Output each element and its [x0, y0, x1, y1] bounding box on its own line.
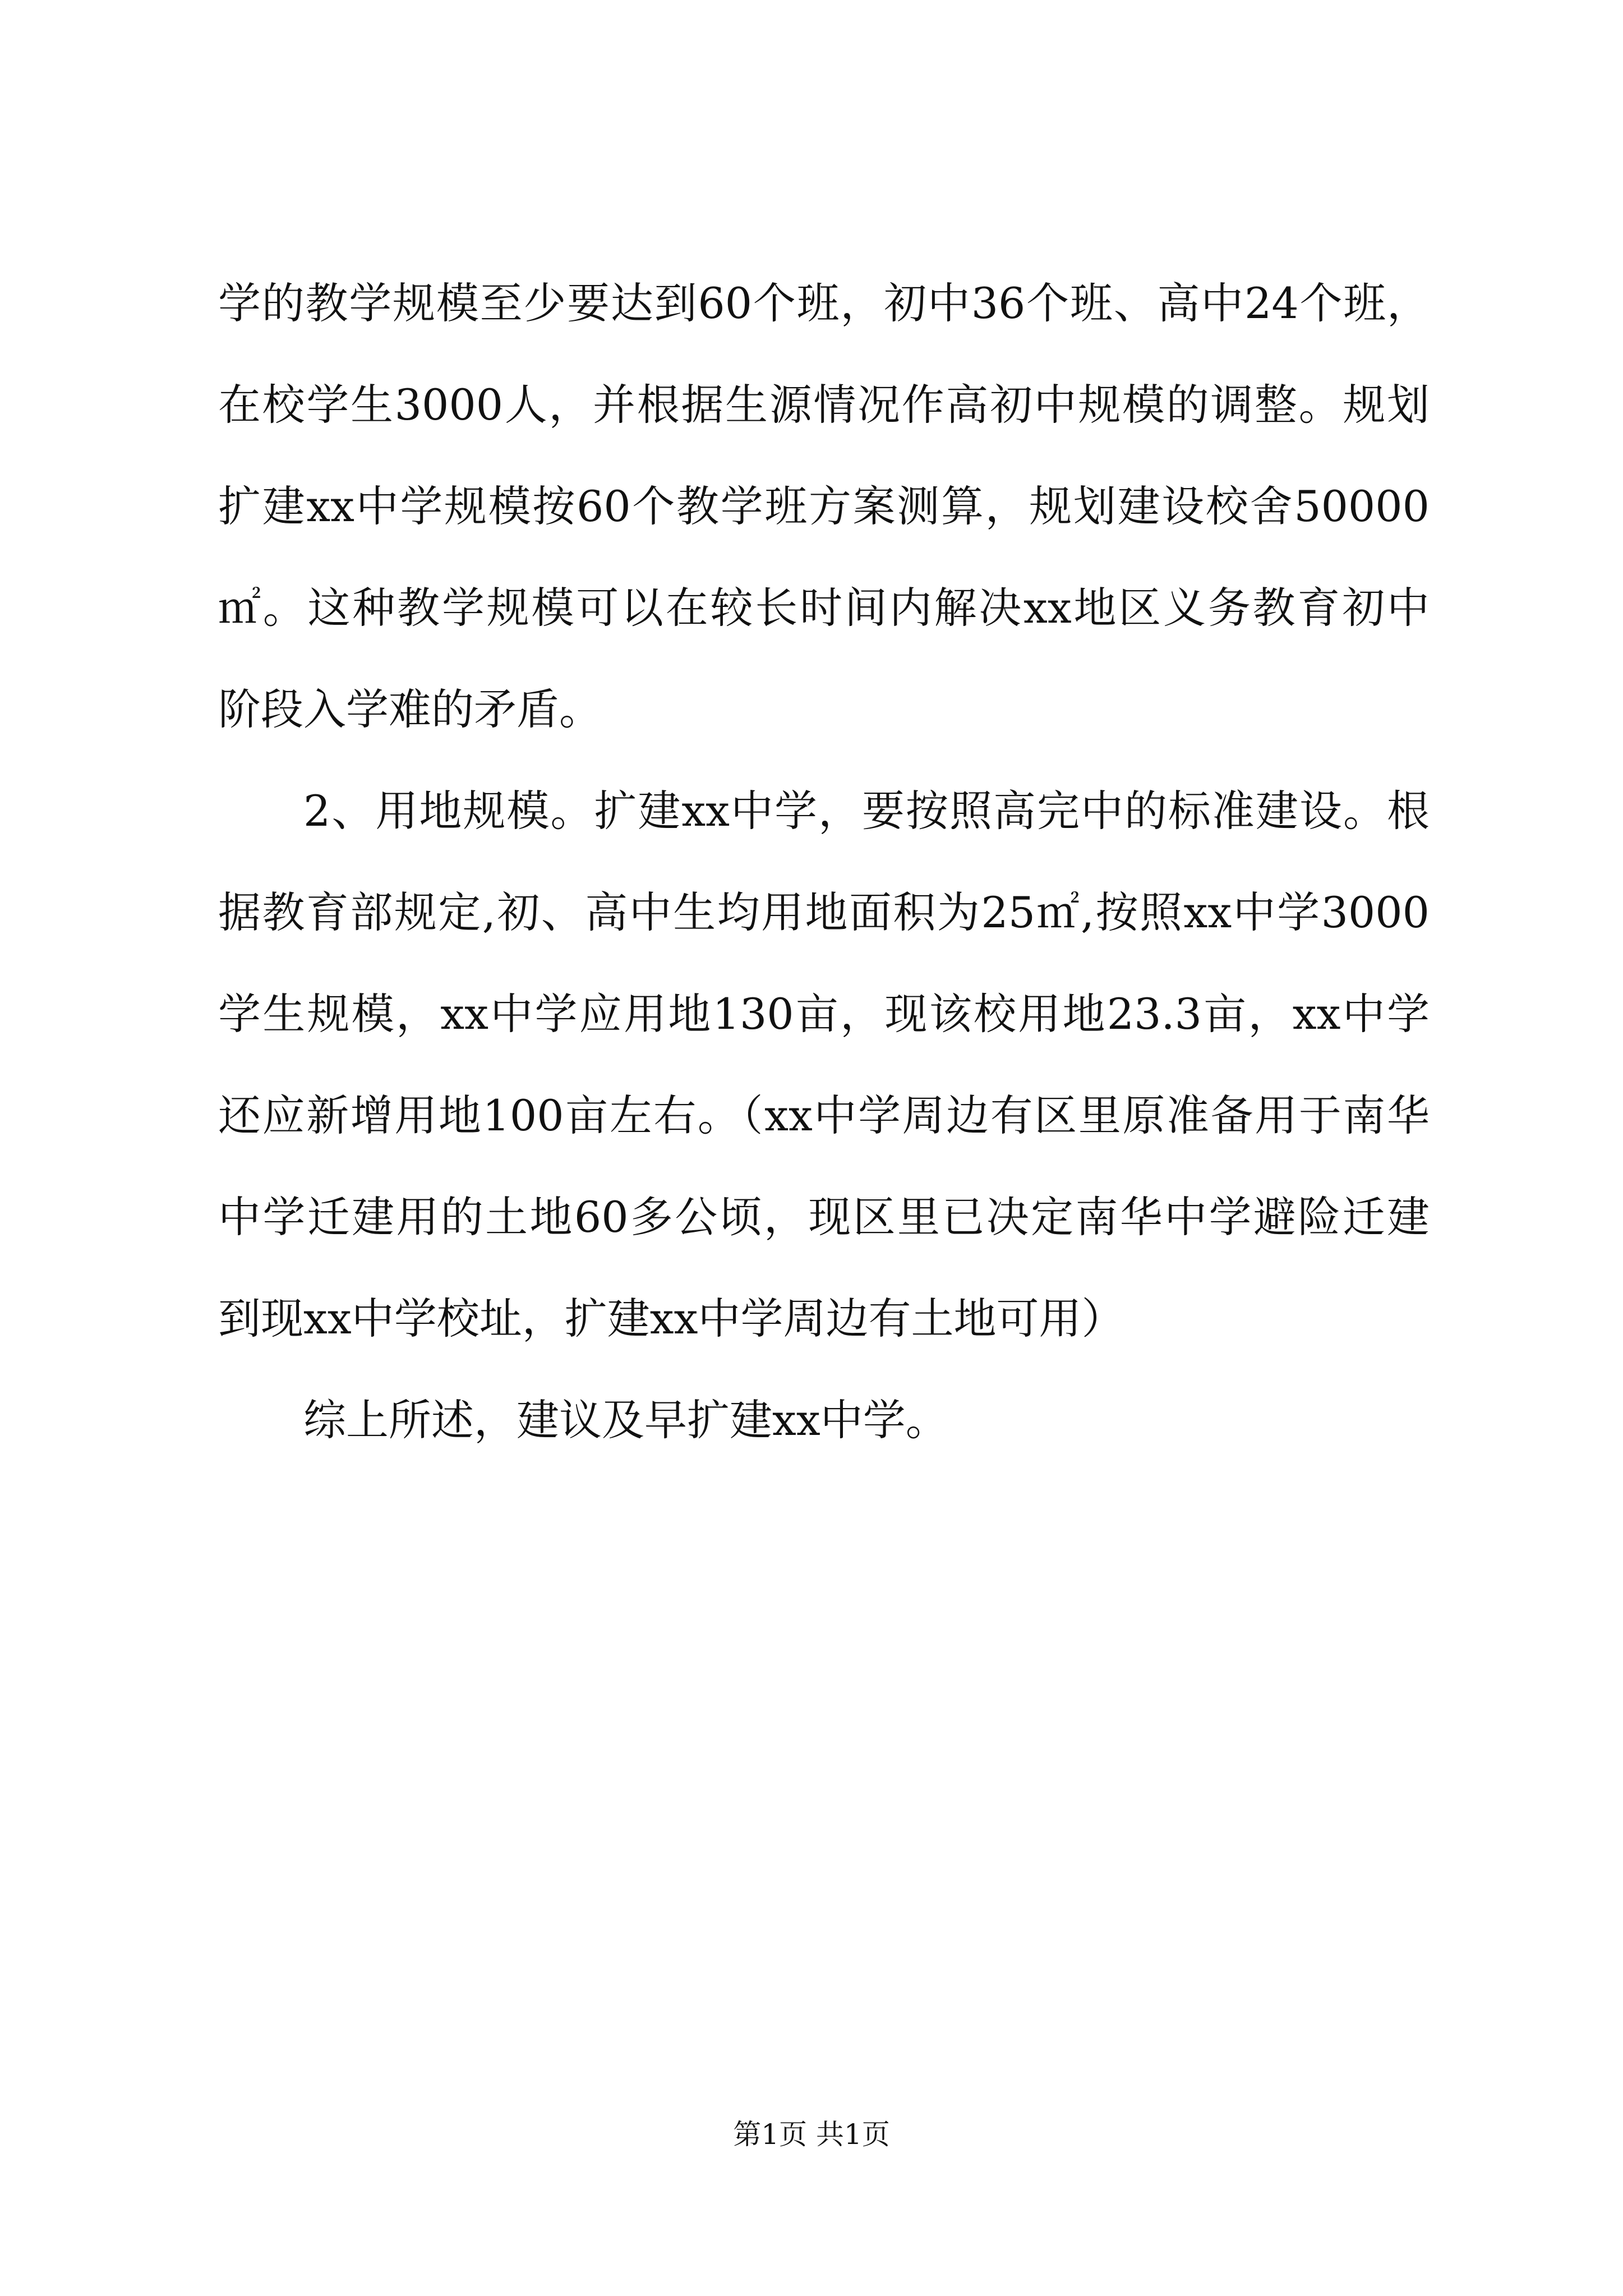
- text-line: 阶段入学难的矛盾。: [218, 684, 602, 734]
- paragraph-school-scale: [218, 252, 1430, 760]
- text-line: 学生规模，xx中学应用地130亩，现该校用地23.3亩，xx中学: [218, 989, 1430, 1039]
- paragraph-conclusion: [218, 1369, 1430, 1471]
- text-line: 在校学生3000人，并根据生源情况作高初中规模的调整。规划: [218, 380, 1430, 430]
- text-line: 据教育部规定,初、高中生均用地面积为25㎡,按照xx中学3000: [218, 887, 1430, 937]
- text-line: 扩建xx中学规模按60个教学班方案测算，规划建设校舍50000: [218, 481, 1430, 531]
- text-line: 2、用地规模。扩建xx中学，要按照高完中的标准建设。根: [303, 786, 1430, 836]
- text-line: 到现xx中学校址，扩建xx中学周边有土地可用）: [218, 1294, 1124, 1343]
- text-line: 综上所述，建议及早扩建xx中学。: [303, 1395, 948, 1445]
- paragraph-land-scale: [218, 760, 1430, 1369]
- page-footer: 第1页 共1页: [733, 2118, 890, 2151]
- text-line: 中学迁建用的土地60多公顷，现区里已决定南华中学避险迁建: [218, 1192, 1430, 1242]
- document-body: [218, 252, 1430, 1471]
- text-line: ㎡。这种教学规模可以在较长时间内解决xx地区义务教育初中: [218, 583, 1430, 633]
- text-line: 还应新增用地100亩左右。（xx中学周边有区里原准备用于南华: [218, 1091, 1430, 1140]
- text-line: 学的教学规模至少要达到60个班，初中36个班、高中24个班，: [218, 278, 1430, 328]
